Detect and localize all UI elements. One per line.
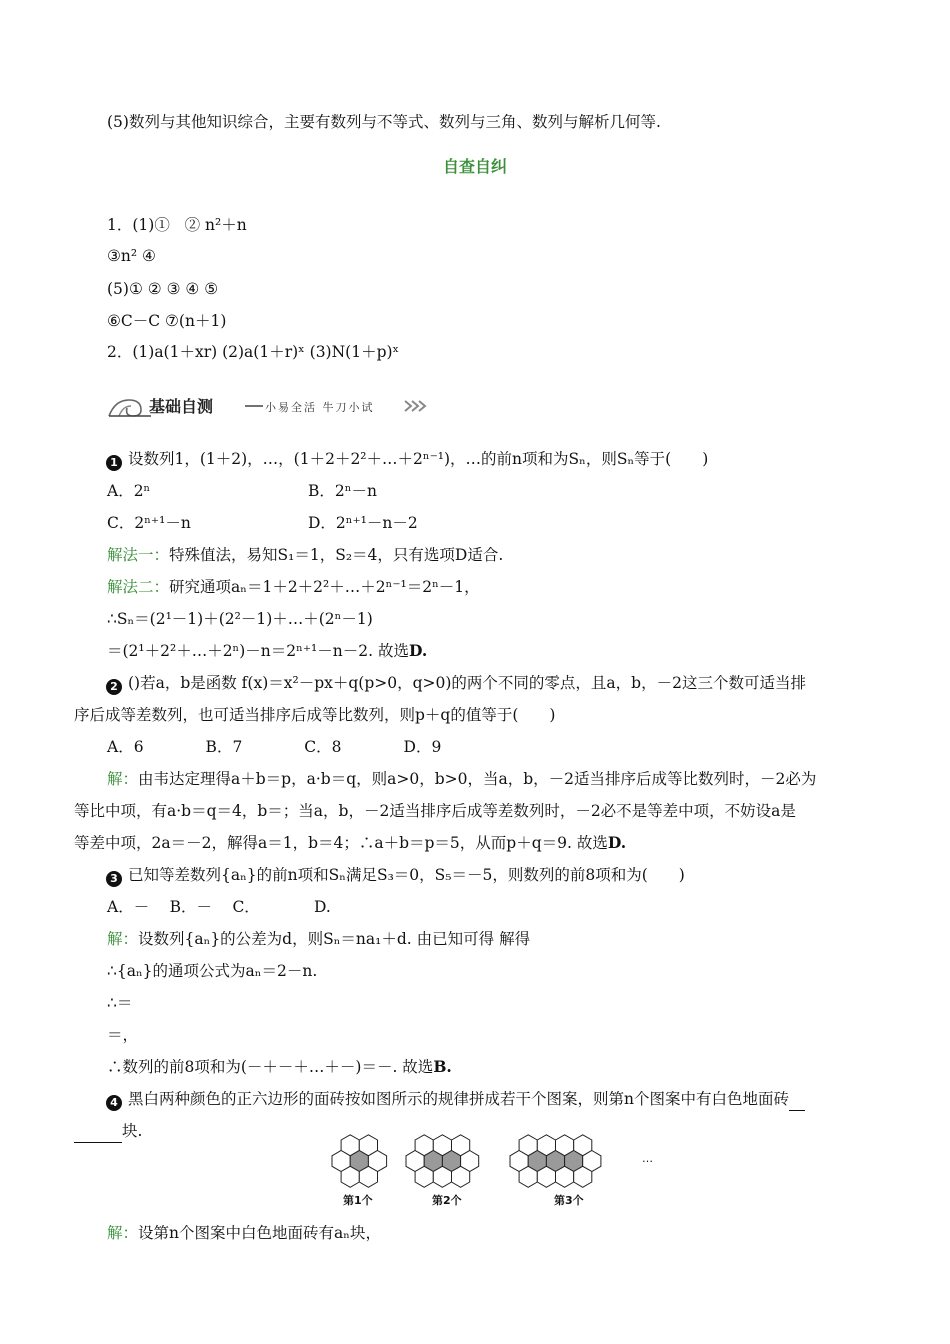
answer-line-4: ⑥C－C ⑦(n＋1) [107,312,227,330]
q2-solution-2: 等比中项，有a·b＝q＝4，b＝；当a，b，－2适当排序后成等差数列时，－2必不是等差中项，不妨设a是 [74,802,796,820]
banner-title: 基础自测 [149,397,214,416]
q3-solution-2: ∴{aₙ}的通项公式为aₙ＝2－n. [107,962,318,980]
question-number-badge: 4 [106,1095,122,1111]
q4-stem-1: 4 黑白两种颜色的正六边形的面砖按如图所示的规律拼成若干个图案，则第n个图案中有白色地面砖 [106,1088,805,1111]
q3-solution-5: ∴数列的前8项和为(－＋－＋…＋－)＝－. 故选B. [107,1057,452,1076]
answer-line-3: (5)① ② ③ ④ ⑤ [107,280,219,298]
q1-stem: 1 设数列1，(1＋2)，…，(1＋2＋2²＋…＋2ⁿ⁻¹)，…的前n项和为Sₙ，则Sₙ等于( ) [106,448,708,471]
white-hexagon-tile [519,1166,537,1187]
white-hexagon-tile [415,1166,433,1187]
q1-method-1: 解法一：特殊值法，易知S₁＝1，S₂＝4，只有选项D适合. [107,546,504,564]
q3-solution-3: ∴＝ [107,994,133,1012]
white-hexagon-tile [452,1166,470,1187]
q3-options: A．－ B．－ C． D. [107,898,331,916]
white-hexagon-tile [537,1166,555,1187]
question-number-badge: 2 [106,679,122,695]
q2-solution-3: 等差中项，2a＝－2，解得a＝1，b＝4；∴a＋b＝p＝5，从而p＋q＝9. 故选D. [74,833,627,852]
q3-stem: 3 已知等差数列{aₙ}的前n项和Sₙ满足S₃＝0，S₅＝－5，则数列的前8项和为( ) [106,864,685,887]
q3-solution-1: 解：设数列{aₙ}的公差为d，则Sₙ＝na₁＋d. 由已知可得 解得 [107,930,531,948]
answer-blank [74,1120,122,1143]
white-hexagon-tile [574,1166,592,1187]
q1-option-a: A．2ⁿ [107,482,151,500]
answer-line-5: 2．(1)a(1＋xr) (2)a(1＋r)ˣ (3)N(1＋p)ˣ [107,343,400,361]
white-hexagon-tile [556,1166,574,1187]
figure-ellipsis: … [642,1152,653,1165]
section-title: 自查自纠 [442,157,507,176]
white-hexagon-tile [359,1166,377,1187]
q3-solution-4: ＝， [107,1026,139,1044]
hexagon-tile-figure [330,1133,650,1213]
question-number-badge: 3 [106,871,122,887]
q2-stem-2: 序后成等差数列，也可适当排序后成等比数列，则p＋q的值等于( ) [74,706,556,724]
q4-solution-1: 解：设第n个图案中白色地面砖有aₙ块， [107,1224,381,1242]
q1-step-3: ∴Sₙ＝(2¹－1)＋(2²－1)＋…＋(2ⁿ－1) [107,610,373,628]
q1-method-2: 解法二：研究通项aₙ＝1＋2＋2²＋…＋2ⁿ⁻¹＝2ⁿ－1， [107,578,480,596]
q2-solution-1: 解：由韦达定理得a＋b＝p，a·b＝q，则a>0，b>0，当a，b，－2适当排序后成等比数列时，－2必为 [107,770,817,788]
figure-caption-3: 第3个 [554,1194,584,1207]
q1-option-c: C．2ⁿ⁺¹－n [107,514,191,532]
q4-stem-2: 块. [74,1120,142,1143]
white-hexagon-tile [341,1166,359,1187]
q2-options: A．6 B．7 C．8 D．9 [107,738,442,756]
white-hexagon-tile [433,1166,451,1187]
intro-line: (5)数列与其他知识综合，主要有数列与不等式、数列与三角、数列与解析几何等. [107,113,661,131]
banner-subtitle: 小易全活 牛刀小试 [265,401,375,414]
figure-caption-1: 第1个 [343,1194,373,1207]
q1-step-4: ＝(2¹＋2²＋…＋2ⁿ)－n＝2ⁿ⁺¹－n－2. 故选D. [107,641,428,660]
q1-option-d: D．2ⁿ⁺¹－n－2 [308,514,418,532]
question-number-badge: 1 [106,455,122,471]
q1-option-b: B．2ⁿ－n [308,482,377,500]
q2-stem-1: 2 ()若a，b是函数 f(x)＝x²－px＋q(p>0，q>0)的两个不同的零点，且a，b，－2这三个数可适当排 [106,672,806,695]
answer-blank [789,1088,805,1111]
answer-line-2: ③n² ④ [107,247,156,265]
section-banner [105,392,445,420]
answer-line-1: 1．(1)① ② n²＋n [107,216,247,234]
figure-caption-2: 第2个 [432,1194,462,1207]
